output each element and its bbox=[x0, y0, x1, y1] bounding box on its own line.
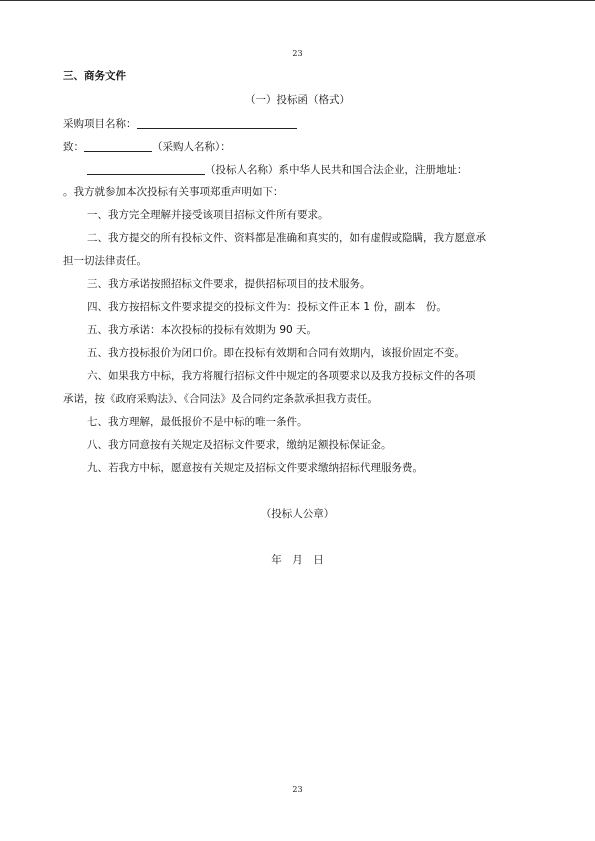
section-title: 三、商务文件 bbox=[63, 70, 126, 82]
item-1: 一、我方完全理解并接受该项目招标文件所有要求。 bbox=[87, 209, 329, 221]
item-6-line-2: 承诺，按《政府采购法》、《合同法》及合同约定条款承担我方责任。 bbox=[63, 393, 378, 405]
bidder-seal: （投标人公章） bbox=[260, 508, 335, 520]
page-top-border bbox=[0, 0, 595, 1]
item-3: 三、我方承诺按照招标文件要求，提供招标项目的技术服务。 bbox=[87, 278, 371, 290]
item-6-line-1: 六、如果我方中标，我方将履行招标文件中规定的各项要求以及我方投标文件的各项 bbox=[87, 370, 476, 382]
item-7: 七、我方理解，最低报价不是中标的唯一条件。 bbox=[87, 416, 308, 428]
item-8: 八、我方同意按有关规定及招标文件要求，缴纳足额投标保证金。 bbox=[87, 439, 392, 451]
page-number-bottom: 23 bbox=[292, 785, 303, 794]
bidder-intro-line bbox=[87, 163, 557, 177]
project-name-label: 采购项目名称： bbox=[63, 118, 137, 130]
form-subtitle: （一）投标函（格式） bbox=[245, 94, 350, 106]
item-2-line-1: 二、我方提交的所有投标文件、资料都是准确和真实的，如有虚假或隐瞒，我方愿意承 bbox=[87, 232, 486, 244]
project-name-blank bbox=[137, 117, 297, 129]
item-2-line-2: 担一切法律责任。 bbox=[63, 255, 147, 267]
addressee-line bbox=[63, 140, 533, 154]
item-4: 四、我方按招标文件要求提交的投标文件为：投标文件正本 1 份，副本 份。 bbox=[87, 301, 447, 313]
item-5: 五、我方承诺：本次投标的投标有效期为 90 天。 bbox=[87, 324, 318, 336]
item-5b: 五、我方投标报价为闭口价。即在投标有效期和合同有效期内，该报价固定不变。 bbox=[87, 347, 465, 359]
bidder-name-blank bbox=[87, 163, 205, 175]
addressee-blank bbox=[84, 140, 152, 152]
declaration-intro: 。我方就参加本次投标有关事项郑重声明如下： bbox=[63, 186, 284, 198]
addressee-suffix: （采购人名称）： bbox=[152, 141, 231, 153]
item-9: 九、若我方中标，愿意按有关规定及招标文件要求缴纳招标代理服务费。 bbox=[87, 462, 423, 474]
page-number-top: 23 bbox=[292, 49, 303, 58]
signing-date: 年 月 日 bbox=[271, 554, 324, 566]
bidder-intro-text: （投标人名称）系中华人民共和国合法企业，注册地址： bbox=[205, 164, 468, 176]
project-name-line bbox=[63, 117, 533, 131]
addressee-prefix: 致： bbox=[63, 141, 84, 153]
